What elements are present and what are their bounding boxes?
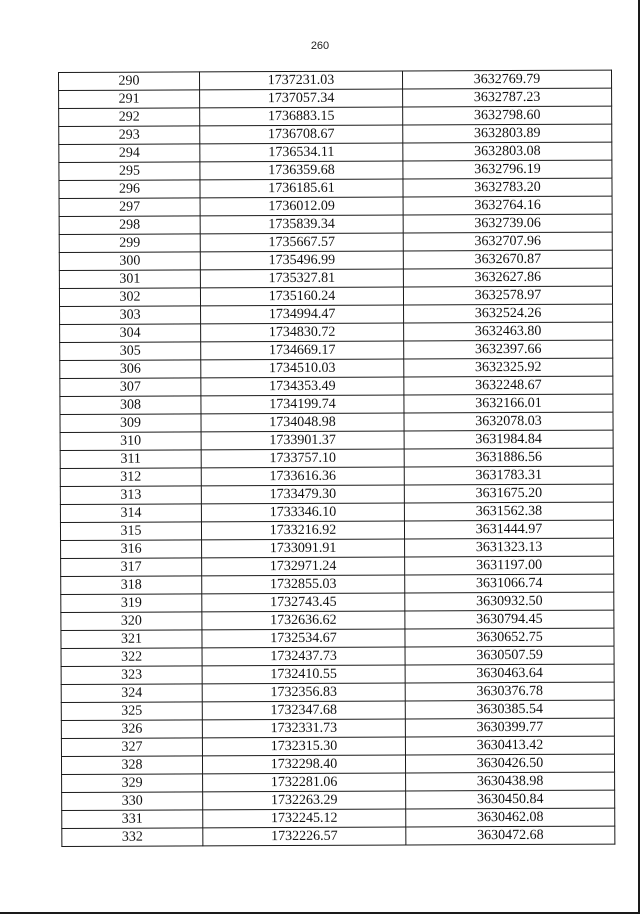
point-number-cell: 305 — [60, 342, 201, 361]
table-row — [61, 754, 614, 774]
y-coordinate-cell: 3630399.77 — [405, 718, 614, 737]
y-coordinate-cell: 3632803.08 — [403, 142, 612, 161]
table-row — [60, 340, 613, 360]
x-coordinate-cell: 1733901.37 — [201, 431, 404, 450]
y-coordinate-cell: 3632463.80 — [404, 322, 613, 341]
y-coordinate-cell: 3632769.79 — [402, 70, 611, 89]
x-coordinate-cell: 1732410.55 — [202, 665, 405, 684]
table-row — [60, 430, 613, 450]
point-number-cell: 324 — [61, 684, 202, 703]
table-row — [59, 160, 612, 180]
point-number-cell: 309 — [60, 414, 201, 433]
table-row — [61, 718, 614, 738]
table-row — [60, 394, 613, 414]
y-coordinate-cell: 3631675.20 — [404, 484, 613, 503]
point-number-cell: 294 — [59, 144, 200, 163]
x-coordinate-cell: 1737057.34 — [200, 89, 403, 108]
x-coordinate-cell: 1733346.10 — [201, 503, 404, 522]
point-number-cell: 332 — [62, 828, 203, 847]
y-coordinate-cell: 3630932.50 — [405, 592, 614, 611]
x-coordinate-cell: 1735667.57 — [200, 233, 403, 252]
point-number-cell: 302 — [59, 288, 200, 307]
point-number-cell: 310 — [60, 432, 201, 451]
y-coordinate-cell: 3630507.59 — [405, 646, 614, 665]
point-number-cell: 315 — [60, 522, 201, 541]
x-coordinate-cell: 1733479.30 — [201, 485, 404, 504]
y-coordinate-cell: 3631444.97 — [404, 520, 613, 539]
table-row — [60, 448, 613, 468]
point-number-cell: 325 — [61, 702, 202, 721]
x-coordinate-cell: 1732636.62 — [202, 611, 405, 630]
table-row — [60, 358, 613, 378]
x-coordinate-cell: 1732971.24 — [202, 557, 405, 576]
x-coordinate-cell: 1732743.45 — [202, 593, 405, 612]
x-coordinate-cell: 1732855.03 — [202, 575, 405, 594]
x-coordinate-cell: 1736883.15 — [200, 107, 403, 126]
y-coordinate-cell: 3630385.54 — [405, 700, 614, 719]
x-coordinate-cell: 1735496.99 — [200, 251, 403, 270]
x-coordinate-cell: 1733091.91 — [202, 539, 405, 558]
point-number-cell: 320 — [61, 612, 202, 631]
table-row — [61, 610, 614, 630]
point-number-cell: 328 — [61, 756, 202, 775]
point-number-cell: 292 — [59, 108, 200, 127]
y-coordinate-cell: 3630794.45 — [405, 610, 614, 629]
y-coordinate-cell: 3631323.13 — [405, 538, 614, 557]
y-coordinate-cell: 3631562.38 — [404, 502, 613, 521]
x-coordinate-cell: 1732347.68 — [202, 701, 405, 720]
x-coordinate-cell: 1735327.81 — [200, 269, 403, 288]
y-coordinate-cell: 3632078.03 — [404, 412, 613, 431]
point-number-cell: 290 — [59, 72, 200, 91]
x-coordinate-cell: 1732298.40 — [202, 755, 405, 774]
table-row — [61, 700, 614, 720]
point-number-cell: 314 — [60, 504, 201, 523]
table-row — [60, 520, 613, 540]
table-row — [61, 592, 614, 612]
x-coordinate-cell: 1732356.83 — [202, 683, 405, 702]
point-number-cell: 299 — [59, 234, 200, 253]
y-coordinate-cell: 3632787.23 — [403, 88, 612, 107]
point-number-cell: 308 — [60, 396, 201, 415]
y-coordinate-cell: 3632739.06 — [403, 214, 612, 233]
x-coordinate-cell: 1732245.12 — [203, 809, 406, 828]
y-coordinate-cell: 3631066.74 — [405, 574, 614, 593]
x-coordinate-cell: 1733616.36 — [201, 467, 404, 486]
y-coordinate-cell: 3631197.00 — [405, 556, 614, 575]
point-number-cell: 316 — [61, 540, 202, 559]
y-coordinate-cell: 3632397.66 — [404, 340, 613, 359]
x-coordinate-cell: 1733757.10 — [201, 449, 404, 468]
y-coordinate-cell: 3632796.19 — [403, 160, 612, 179]
table-row — [59, 142, 612, 162]
x-coordinate-cell: 1734048.98 — [201, 413, 404, 432]
table-row — [60, 484, 613, 504]
coordinate-table-body — [59, 70, 615, 846]
table-row — [61, 664, 614, 684]
y-coordinate-cell: 3632524.26 — [404, 304, 613, 323]
point-number-cell: 331 — [62, 810, 203, 829]
point-number-cell: 311 — [60, 450, 201, 469]
x-coordinate-cell: 1735839.34 — [200, 215, 403, 234]
y-coordinate-cell: 3630463.64 — [405, 664, 614, 683]
point-number-cell: 321 — [61, 630, 202, 649]
table-row — [61, 646, 614, 666]
x-coordinate-cell: 1734510.03 — [201, 359, 404, 378]
x-coordinate-cell: 1736534.11 — [200, 143, 403, 162]
y-coordinate-cell: 3632166.01 — [404, 394, 613, 413]
table-row — [59, 232, 612, 252]
point-number-cell: 318 — [61, 576, 202, 595]
table-row — [59, 286, 612, 306]
x-coordinate-cell: 1736012.09 — [200, 197, 403, 216]
point-number-cell: 304 — [60, 324, 201, 343]
x-coordinate-cell: 1732226.57 — [203, 827, 406, 846]
x-coordinate-cell: 1734353.49 — [201, 377, 404, 396]
x-coordinate-cell: 1732534.67 — [202, 629, 405, 648]
y-coordinate-cell: 3631886.56 — [404, 448, 613, 467]
point-number-cell: 319 — [61, 594, 202, 613]
table-row — [60, 502, 613, 522]
table-row — [61, 682, 614, 702]
point-number-cell: 300 — [59, 252, 200, 271]
y-coordinate-cell: 3632248.67 — [404, 376, 613, 395]
point-number-cell: 301 — [59, 270, 200, 289]
y-coordinate-cell: 3632803.89 — [403, 124, 612, 143]
x-coordinate-cell: 1732315.30 — [202, 737, 405, 756]
table-row — [62, 772, 615, 792]
x-coordinate-cell: 1734199.74 — [201, 395, 404, 414]
x-coordinate-cell: 1732331.73 — [202, 719, 405, 738]
point-number-cell: 293 — [59, 126, 200, 145]
x-coordinate-cell: 1734994.47 — [201, 305, 404, 324]
table-row — [61, 556, 614, 576]
y-coordinate-cell: 3630652.75 — [405, 628, 614, 647]
table-row — [62, 808, 615, 828]
y-coordinate-cell: 3632325.92 — [404, 358, 613, 377]
table-row — [61, 736, 614, 756]
table-row — [60, 412, 613, 432]
y-coordinate-cell: 3630376.78 — [405, 682, 614, 701]
point-number-cell: 295 — [59, 162, 200, 181]
table-row — [61, 628, 614, 648]
point-number-cell: 312 — [60, 468, 201, 487]
x-coordinate-cell: 1734830.72 — [201, 323, 404, 342]
coordinate-table — [58, 70, 615, 847]
table-row — [61, 574, 614, 594]
table-row — [59, 214, 612, 234]
table-row — [59, 124, 612, 144]
page-number: 260 — [310, 40, 330, 52]
point-number-cell: 296 — [59, 180, 200, 199]
table-row — [62, 790, 615, 810]
x-coordinate-cell: 1736708.67 — [200, 125, 403, 144]
point-number-cell: 327 — [61, 738, 202, 757]
y-coordinate-cell: 3631984.84 — [404, 430, 613, 449]
point-number-cell: 330 — [62, 792, 203, 811]
table-row — [59, 178, 612, 198]
table-row — [59, 196, 612, 216]
x-coordinate-cell: 1732437.73 — [202, 647, 405, 666]
y-coordinate-cell: 3630450.84 — [406, 790, 615, 809]
x-coordinate-cell: 1732281.06 — [203, 773, 406, 792]
y-coordinate-cell: 3630462.08 — [406, 808, 615, 827]
y-coordinate-cell: 3630426.50 — [405, 754, 614, 773]
point-number-cell: 313 — [60, 486, 201, 505]
y-coordinate-cell: 3632764.16 — [403, 196, 612, 215]
x-coordinate-cell: 1736185.61 — [200, 179, 403, 198]
table-row — [59, 106, 612, 126]
point-number-cell: 317 — [61, 558, 202, 577]
x-coordinate-cell: 1736359.68 — [200, 161, 403, 180]
point-number-cell: 291 — [59, 90, 200, 109]
y-coordinate-cell: 3630472.68 — [406, 826, 615, 845]
point-number-cell: 303 — [60, 306, 201, 325]
point-number-cell: 322 — [61, 648, 202, 667]
y-coordinate-cell: 3632578.97 — [403, 286, 612, 305]
point-number-cell: 329 — [62, 774, 203, 793]
point-number-cell: 298 — [59, 216, 200, 235]
table-row — [61, 538, 614, 558]
y-coordinate-cell: 3632783.20 — [403, 178, 612, 197]
table-row — [60, 322, 613, 342]
x-coordinate-cell: 1737231.03 — [200, 71, 403, 90]
y-coordinate-cell: 3632707.96 — [403, 232, 612, 251]
y-coordinate-cell: 3630413.42 — [405, 736, 614, 755]
x-coordinate-cell: 1733216.92 — [201, 521, 404, 540]
y-coordinate-cell: 3632670.87 — [403, 250, 612, 269]
table-row — [60, 466, 613, 486]
table-row — [60, 304, 613, 324]
point-number-cell: 307 — [60, 378, 201, 397]
table-row — [59, 268, 612, 288]
table-row — [59, 250, 612, 270]
x-coordinate-cell: 1734669.17 — [201, 341, 404, 360]
table-row — [60, 376, 613, 396]
y-coordinate-cell: 3632798.60 — [403, 106, 612, 125]
point-number-cell: 297 — [59, 198, 200, 217]
y-coordinate-cell: 3631783.31 — [404, 466, 613, 485]
table-row — [59, 88, 612, 108]
point-number-cell: 323 — [61, 666, 202, 685]
y-coordinate-cell: 3632627.86 — [403, 268, 612, 287]
x-coordinate-cell: 1735160.24 — [200, 287, 403, 306]
y-coordinate-cell: 3630438.98 — [406, 772, 615, 791]
table-row — [59, 70, 612, 90]
point-number-cell: 326 — [61, 720, 202, 739]
table-row — [62, 826, 615, 846]
x-coordinate-cell: 1732263.29 — [203, 791, 406, 810]
point-number-cell: 306 — [60, 360, 201, 379]
